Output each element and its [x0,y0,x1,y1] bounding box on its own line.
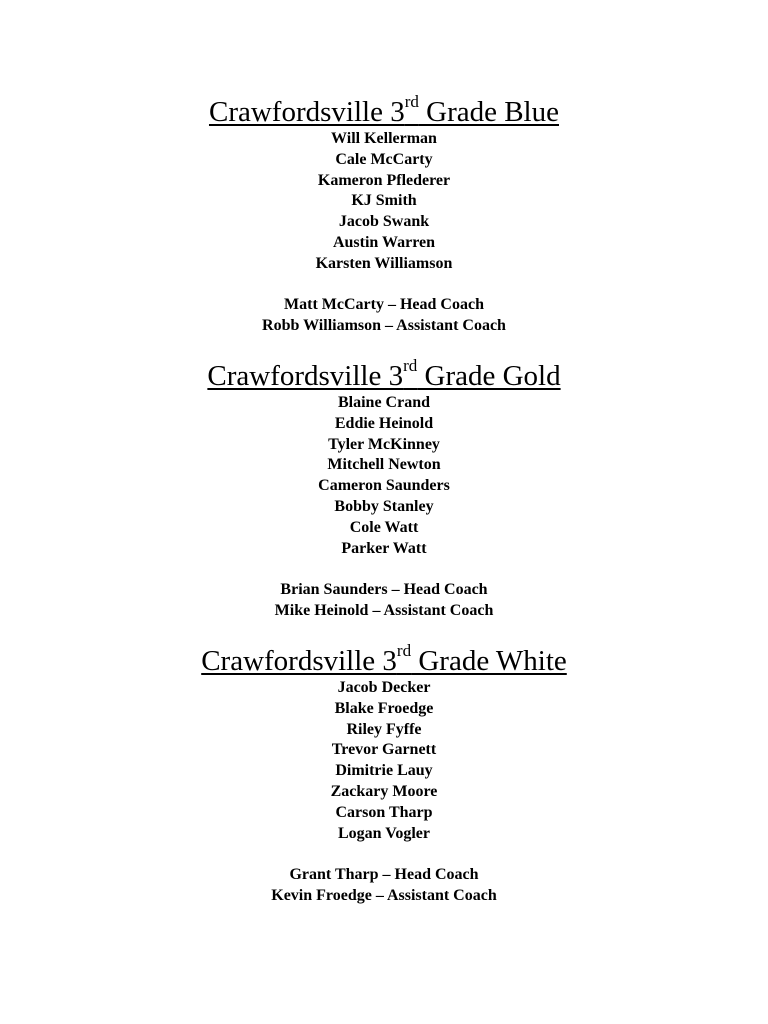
player-name: Bobby Stanley [334,497,434,515]
head-coach: Matt McCarty – Head Coach [284,296,484,314]
player-name: Austin Warren [332,233,436,251]
assistant-coach: Mike Heinold – Assistant Coach [274,601,494,619]
team-title-text: Grade Blue [418,96,559,128]
team-title [0,356,768,393]
player-name: Jacob Decker [337,679,431,696]
coach-list [0,295,768,337]
assistant-coach: Robb Williamson – Assistant Coach [262,317,506,335]
team-title-text: Grade Gold [417,360,561,392]
player-name: Cole Watt [349,518,419,536]
player-name: Carson Tharp [335,803,433,821]
team-title [0,641,768,678]
player-name: Kameron Pflederer [317,171,451,189]
player-name: Logan Vogler [337,824,430,842]
player-list [0,678,768,844]
player-name: Will Kellerman [331,130,437,147]
spacer [0,275,768,296]
spacer [0,559,768,580]
coach-list [0,865,768,907]
player-name: Dimitrie Lauy [335,762,433,780]
player-name: Blaine Crand [337,394,430,411]
player-name: Blake Froedge [334,699,434,717]
assistant-coach: Kevin Froedge – Assistant Coach [271,886,497,904]
team-section-blue [0,92,768,337]
player-name: Cale McCarty [335,150,433,168]
head-coach: Grant Tharp – Head Coach [289,866,479,884]
team-title-superscript: rd [403,356,418,376]
player-name: Cameron Saunders [318,477,450,495]
player-name: KJ Smith [351,192,417,210]
head-coach: Brian Saunders – Head Coach [280,581,488,599]
team-title [0,92,768,129]
team-title-text: Crawfordsville 3 [207,360,404,392]
team-section-gold [0,356,768,622]
player-list [0,129,768,275]
team-section-white [0,641,768,907]
team-title-text: Grade White [411,645,567,677]
player-name: Zackary Moore [330,782,438,800]
coach-list [0,580,768,622]
team-title-superscript: rd [396,641,412,661]
player-list [0,393,768,559]
team-title-superscript: rd [404,92,419,112]
spacer [0,844,768,865]
player-name: Eddie Heinold [334,414,434,432]
player-name: Jacob Swank [338,213,430,231]
player-name: Parker Watt [341,539,427,557]
player-name: Mitchell Newton [327,456,441,474]
player-name: Karsten Williamson [315,254,453,272]
team-title-text: Crawfordsville 3 [208,96,405,128]
team-title-text: Crawfordsville 3 [201,645,397,677]
player-name: Tyler McKinney [328,435,440,453]
player-name: Riley Fyffe [346,720,422,738]
player-name: Trevor Garnett [331,741,437,759]
